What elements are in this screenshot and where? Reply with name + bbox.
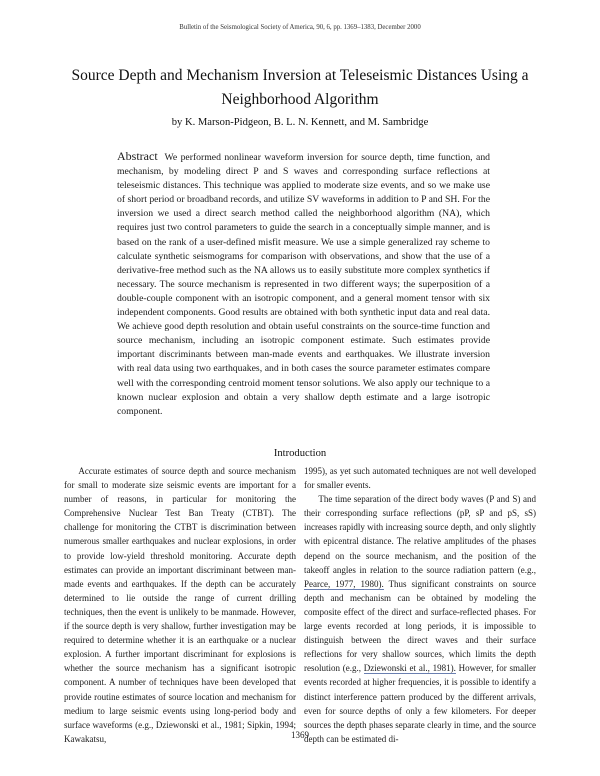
page-number: 1369 (291, 730, 309, 740)
abstract-label: Abstract (117, 149, 158, 163)
running-head: Bulletin of the Seismological Society of America, 90, 6, pp. 1369–1383, December 2000 (179, 24, 421, 31)
intro-p2-text-c: However, for smaller events recorded at higher frequencies, it is possible to identify a distinct interference pattern produced by the different arrivals, even for source depths of only a few kilometers. For deeper sources the depth phases separate clearly in time, and the source depth can be estimated di- (304, 663, 537, 744)
right-column (304, 464, 536, 746)
left-column (64, 464, 296, 746)
intro-p2-text-b: Thus significant constraints on source depth and mechanism can be obtained by modeling the composite effect of the direct and surface-reflected phases. For large events recorded at long periods, it is impossible to distinguish between the direct waves and their surface reflections for very shallow sources, which limits the depth resolution (e.g., (304, 578, 536, 674)
section-heading-introduction: Introduction (273, 448, 327, 459)
reference-link-pearce[interactable]: Pearce, 1977, 1980). (304, 578, 384, 589)
abstract-text: We performed nonlinear waveform inversion for source depth, time function, and mechanism, by modeling direct P and S waves and corresponding surface reflections at teleseismic distances. This technique was applied to moderate size events, and so we make use of short period or broadband records, and utilize SV waveforms in addition to P and SH. For the inversion we used a direct search method called the neighborhood algorithm (NA), which requires just two control parameters to guide the search in a conceptually simple manner, and is based on the rank of a user-defined misfit measure. We use a simple generalized ray scheme to calculate synthetic seismograms for comparison with observations, and show that the use of a derivative-free method such as the NA allows us to easily substitute more complex synthetics if necessary. The source mechanism is represented in two different ways; the superposition of a double-couple component with an isotropic component, and a general moment tensor with six independent components. Good results are obtained with both synthetic input data and real data. We achieve good depth resolution and obtain useful constraints on the source-time function and source mechanism, including an isotropic component estimate. Such estimates provide important discriminants between man-made events and earthquakes. We illustrate inversion with real data using two earthquakes, and in both cases the source parameter estimates compare well with the corresponding centroid moment tensor solutions. We also apply our technique to a known nuclear explosion and obtain a very shallow depth estimate and a large isotropic component. (117, 152, 491, 417)
article-authors: by K. Marson-Pidgeon, B. L. N. Kennett, and M. Sambridge (171, 117, 429, 128)
article-title: Source Depth and Mechanism Inversion at Teleseismic Distances Using a Neighborhood Algorithm (71, 67, 529, 108)
intro-paragraph-2 (304, 492, 536, 746)
abstract (117, 149, 490, 419)
intro-paragraph-1-continued: 1995), as yet such automated techniques are not well developed for smaller events. (304, 466, 536, 491)
intro-p2-text-a: The time separation of the direct body waves (P and S) and their corresponding surface reflections (pP, sP and pS, sS) increases rapidly with increasing source depth, and only slightly with epicentral distance. The relative amplitudes of the phases depend on the source mechanism, and the position of the takeoff angles in relation to the source radiation pattern (e.g., (304, 494, 536, 575)
reference-link-dziewonski[interactable]: Dziewonski et al., 1981). (363, 663, 456, 674)
intro-paragraph-1: Accurate estimates of source depth and source mechanism for small to moderate size seismic events are important for a number of reasons, in particular for monitoring the Comprehensive Nuclear Test Ban Treaty (CTBT). The challenge for monitoring the CTBT is discrimination between numerous smaller earthquakes and nuclear explosions, in order to provide low-yield threshold monitoring. Accurate depth estimates can provide an important discriminant between man-made events and earthquakes. If the depth can be accurately determined to lie outside the range of current drilling techniques, then the event is unlikely to be manmade. However, if the source depth is very shallow, further investigation may be required to determine whether it is an earthquake or a nuclear explosion. A further important discriminant for explosions is whether the source mechanism has a significant isotropic component. A number of techniques have been developed that provide routine estimates of source location and mechanism for medium to large seismic events using long-period body and surface waveforms (e.g., Dziewonski et al., 1981; Sipkin, 1994; Kawakatsu, (64, 466, 296, 744)
